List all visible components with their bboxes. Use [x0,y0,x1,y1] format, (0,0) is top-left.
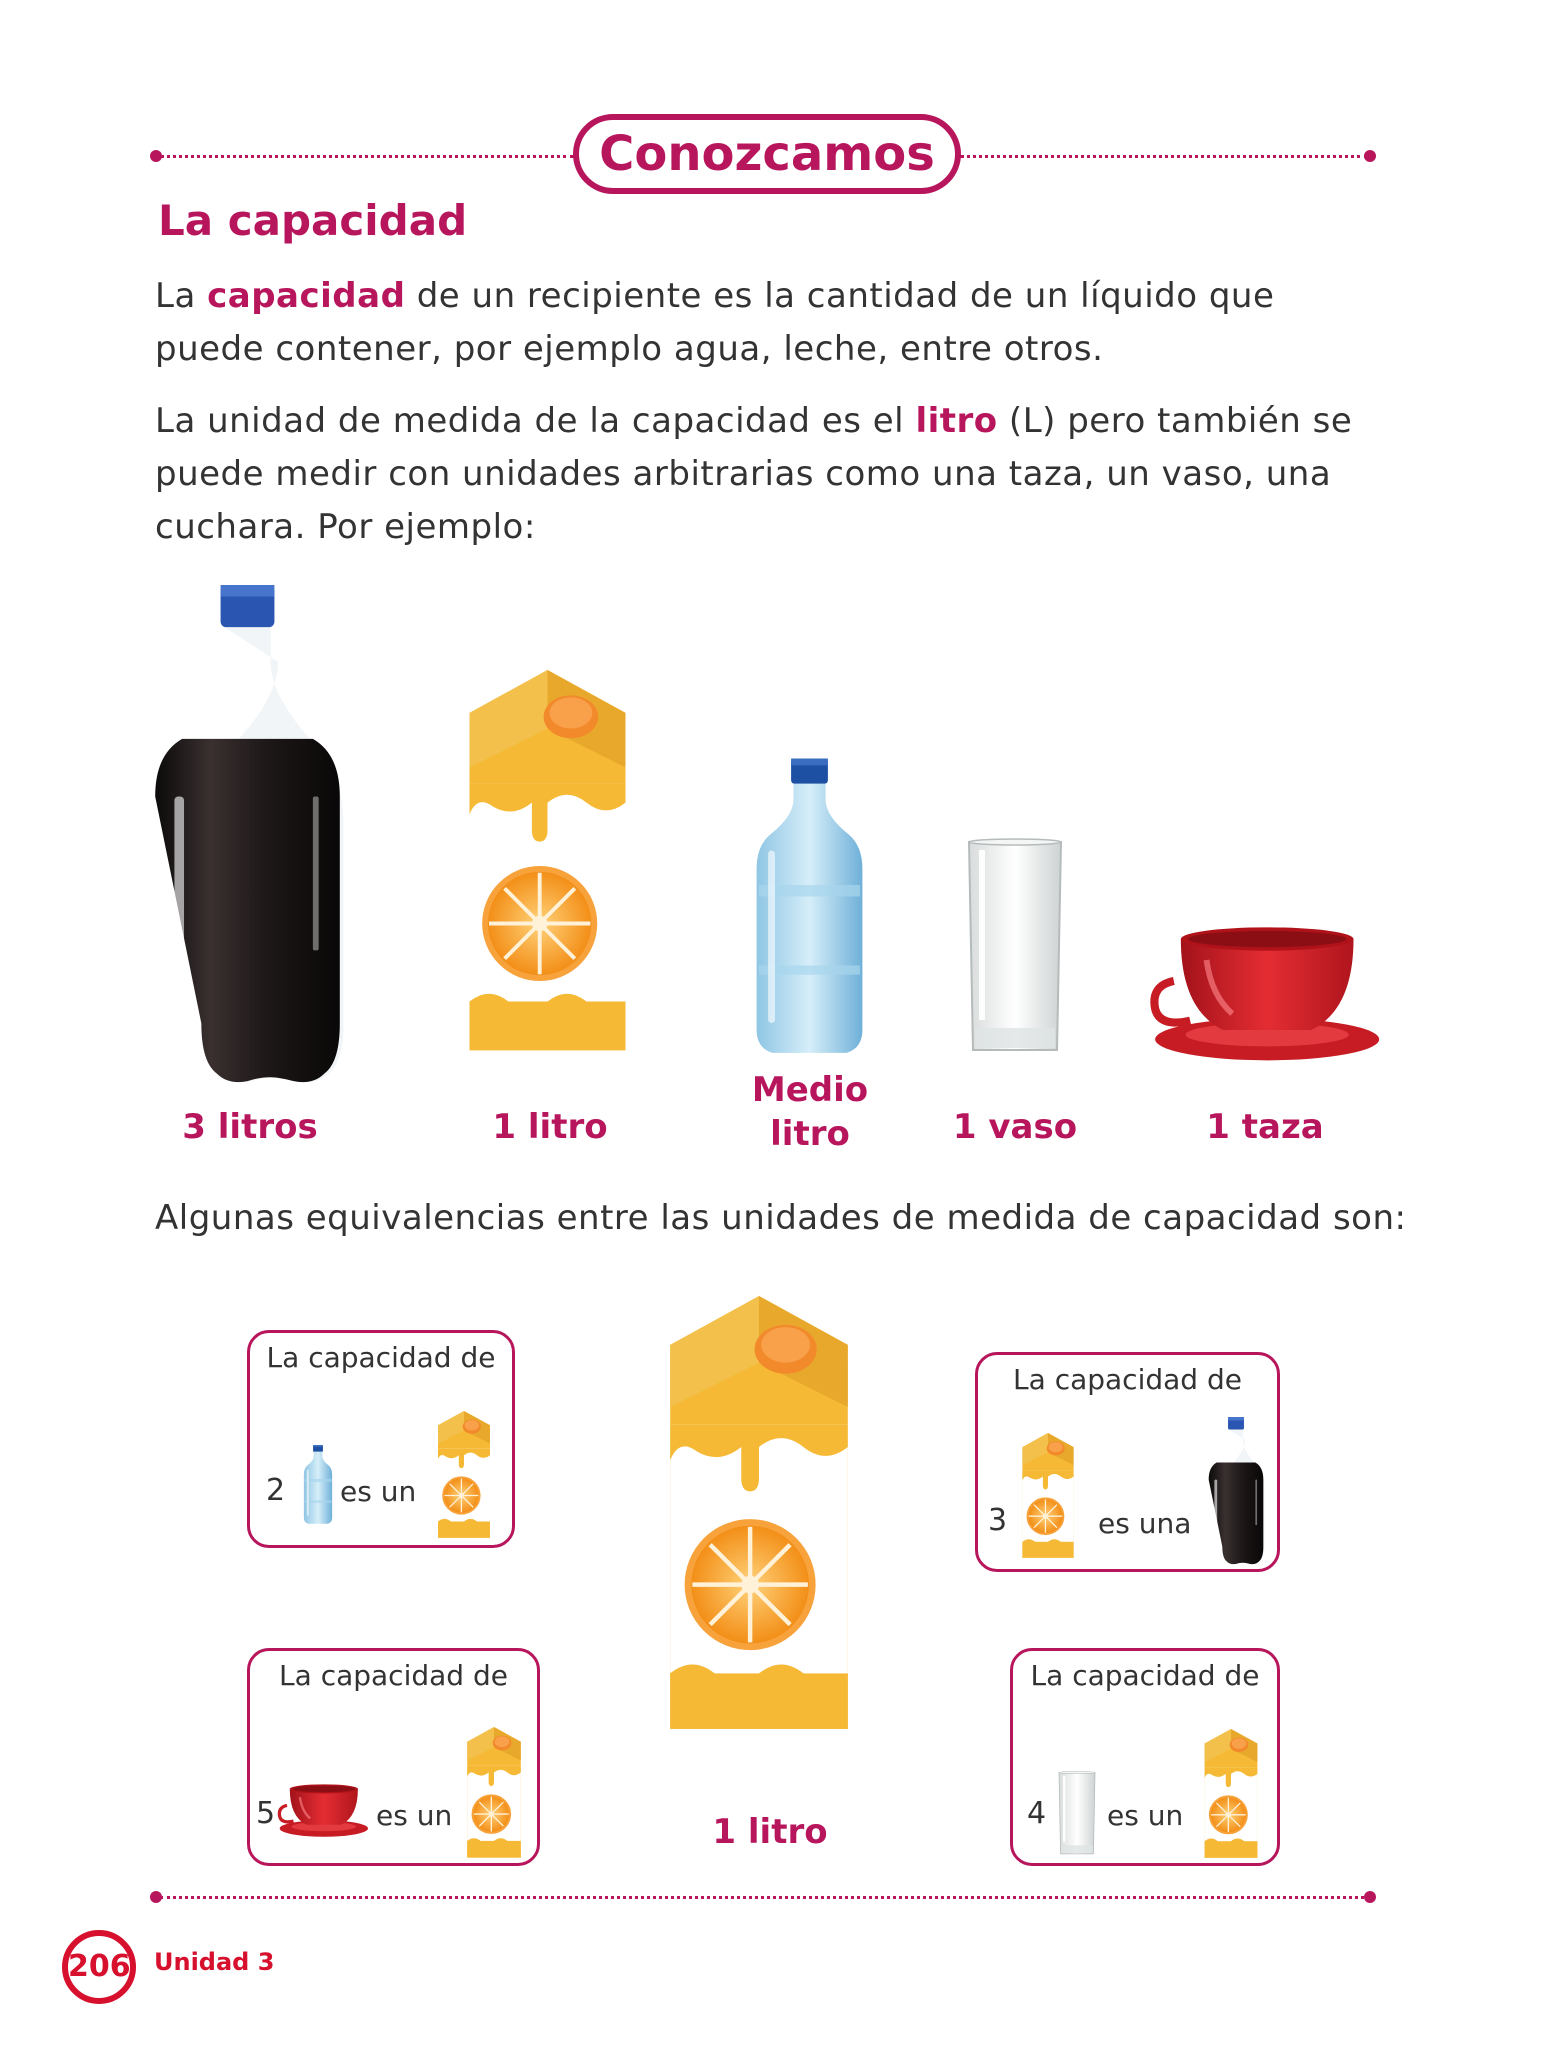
label-medio: Medio [751,1070,869,1110]
juice-carton-icon [456,1727,532,1861]
paragraph-units-post: (L) pero también se puede medir con unidades arbitrarias como una taza, un vaso, una cuchara. Por ejemplo: [155,401,1353,547]
equivalence-card-cup [247,1648,540,1866]
paragraph-units-pre: La unidad de medida de la capacidad es el [155,401,916,441]
glass-icon [965,838,1065,1058]
equivalence-card-water [247,1330,515,1548]
term-capacidad: capacidad [207,276,406,316]
footer-rule [160,1896,1370,1899]
card-text: es un [340,1475,417,1508]
label-1-taza: 1 taza [1206,1107,1324,1147]
card-title: La capacidad de [1013,1363,1242,1396]
section-title: Conozcamos [599,126,935,182]
header-rule-right-dot [1364,150,1376,162]
footer-rule-right-dot [1364,1891,1376,1903]
header-rule-right [960,155,1368,158]
cup-icon [276,1783,368,1839]
unit-label: Unidad 3 [154,1948,275,1976]
juice-carton-icon [1012,1433,1084,1561]
card-title: La capacidad de [1030,1659,1260,1692]
footer-rule-left-dot [150,1891,162,1903]
card-text: es una [1098,1507,1192,1540]
card-text: es un [1107,1799,1184,1832]
label-3-litros: 3 litros [182,1107,318,1147]
equivalence-card-soda [975,1352,1280,1572]
page-number: 206 [62,1930,136,2004]
header-rule-left-dot [150,150,162,162]
card-count: 3 [988,1503,1008,1538]
card-count: 2 [266,1473,286,1508]
equivalence-card-glass [1010,1648,1280,1866]
card-count: 4 [1027,1796,1047,1831]
paragraph-definition-pre: La [155,276,208,316]
water-bottle-icon [752,758,867,1058]
center-label-1-litro: 1 litro [712,1812,828,1852]
section-title-pill [573,114,961,194]
card-count: 5 [256,1796,276,1831]
juice-carton-icon [426,1411,502,1541]
soda-bottle-icon [1204,1417,1268,1565]
label-medio-litro [710,1068,910,1156]
header-rule-left [160,155,574,158]
page-heading: La capacidad [158,196,468,245]
label-1-litro: 1 litro [492,1107,608,1147]
term-litro: litro [915,401,998,441]
paragraph-definition-post: de un recipiente es la cantidad de un líquido que puede contener, por ejemplo agua, leche, entre otros. [155,276,1275,369]
juice-carton-icon [1193,1729,1269,1861]
label-litro: litro [770,1114,850,1154]
soda-bottle-icon [150,585,345,1085]
paragraph-equivalences: Algunas equivalencias entre las unidades de medida de capacidad son: [155,1198,1407,1238]
card-text: es un [376,1799,453,1832]
glass-icon [1057,1771,1097,1857]
center-juice-carton-icon [648,1278,870,1758]
card-title: La capacidad de [266,1341,496,1374]
water-bottle-icon [298,1445,338,1525]
paragraph-definition [155,270,1285,376]
juice-carton-icon [450,655,645,1075]
card-title: La capacidad de [279,1659,508,1692]
cup-icon [1140,925,1385,1065]
label-1-vaso: 1 vaso [952,1107,1078,1147]
paragraph-units [155,395,1395,554]
